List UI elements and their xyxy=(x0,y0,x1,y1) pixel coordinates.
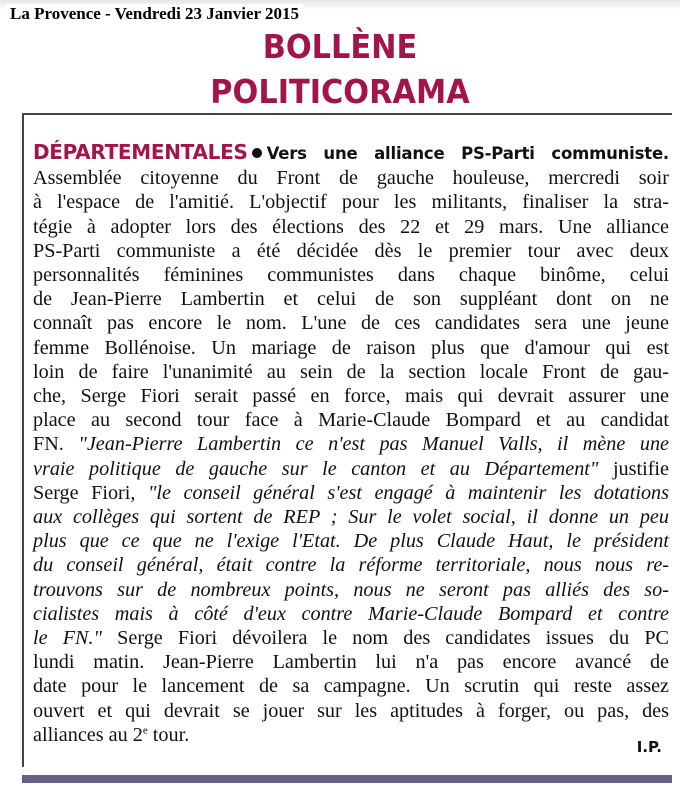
quote-text: cialistes mais à côté d'eux contre Marie-Claude Bompard et contre xyxy=(33,602,669,625)
article-text: Serge Fiori, xyxy=(33,481,136,504)
quote-text: "Jean-Pierre Lambertin ce n'est pas Manuel Valls, il mène une xyxy=(78,433,669,456)
quote-line xyxy=(33,553,669,577)
article-line xyxy=(33,481,669,505)
quote-text: du conseil général, était contre la réforme territoriale, nous nous re- xyxy=(33,554,669,577)
quote-text: "le conseil général s'est engagé à maintenir les dotations xyxy=(147,481,669,504)
town-heading: BOLLÈNE xyxy=(262,27,418,66)
article-line: tégie à adopter lors des élections des 22 et 29 mars. Une alliance xyxy=(33,215,669,238)
article-text: justifie xyxy=(612,457,670,480)
article-text: Serge Fiori dévoilera le nom des candidates issues du PC xyxy=(117,627,670,650)
author-initials: I.P. xyxy=(636,738,662,756)
quote-text: aux collèges qui sortent de REP ; Sur le volet social, il donne un peu xyxy=(33,506,669,529)
quote-text: le FN." xyxy=(33,627,103,650)
quote-line xyxy=(33,529,669,553)
article-line: lundi matin. Jean-Pierre Lambertin lui n'a pas encore avancé de xyxy=(33,651,669,674)
article-line: che, Serge Fiori serait passé en force, mais qui devrait assurer une xyxy=(33,385,669,408)
article-line: loin de faire l'unanimité au sein de la section locale Front de gau- xyxy=(33,360,669,383)
article-line xyxy=(33,457,669,481)
article-line xyxy=(33,626,669,650)
article-text: alliances au 2 xyxy=(33,723,143,746)
article-body xyxy=(33,140,669,747)
article-lead-line xyxy=(33,140,669,166)
article-line: de Jean-Pierre Lambertin et celui de son suppléant dont on ne xyxy=(33,288,669,311)
article-line xyxy=(33,432,669,456)
article-line: PS-Parti communiste a été décidée dès le premier tour avec deux xyxy=(33,239,669,262)
article-line: date pour le lancement de sa campagne. Un scrutin qui reste assez xyxy=(33,675,669,698)
article-text: tour. xyxy=(152,723,190,746)
article-line: Assemblée citoyenne du Front de gauche houleuse, mercredi soir xyxy=(33,167,669,190)
article-line: personnalités féminines communistes dans chaque binôme, celui xyxy=(33,264,669,287)
quote-line xyxy=(33,578,669,602)
quote-line xyxy=(33,505,669,529)
article-text: FN. xyxy=(33,433,64,456)
bottom-rule xyxy=(22,775,672,783)
article-line: à l'espace de l'amitié. L'objectif pour les militants, finaliser la stra- xyxy=(33,191,669,214)
newspaper-masthead: La Provence - Vendredi 23 Janvier 2015 xyxy=(6,4,303,24)
article-line: place au second tour face à Marie-Claude Bompard et au candidat xyxy=(33,409,669,432)
article-kicker: DÉPARTEMENTALES xyxy=(33,140,248,164)
article-subhead: Vers une alliance PS-Parti communiste. xyxy=(266,144,669,163)
superscript: e xyxy=(142,724,148,737)
article-line: femme Bollénoise. Un mariage de raison plus que d'amour qui est xyxy=(33,336,669,359)
quote-text: plus que ce que ne l'exige l'Etat. De plus Claude Haut, le président xyxy=(33,530,669,553)
article-line: connaît pas encore le nom. L'une de ces candidates sera une jeune xyxy=(33,312,669,335)
quote-line xyxy=(33,602,669,626)
article-last-line xyxy=(33,723,669,747)
section-heading: POLITICORAMA xyxy=(210,72,470,111)
quote-text: trouvons sur de nombreux points, nous ne seront pas alliés des so- xyxy=(33,578,669,601)
quote-text: vraie politique de gauche sur le canton et au Département" xyxy=(33,457,599,480)
bullet-icon xyxy=(252,148,262,158)
article-line: ouvert et qui devrait se jouer sur les aptitudes à forger, ou pas, des xyxy=(33,699,669,722)
